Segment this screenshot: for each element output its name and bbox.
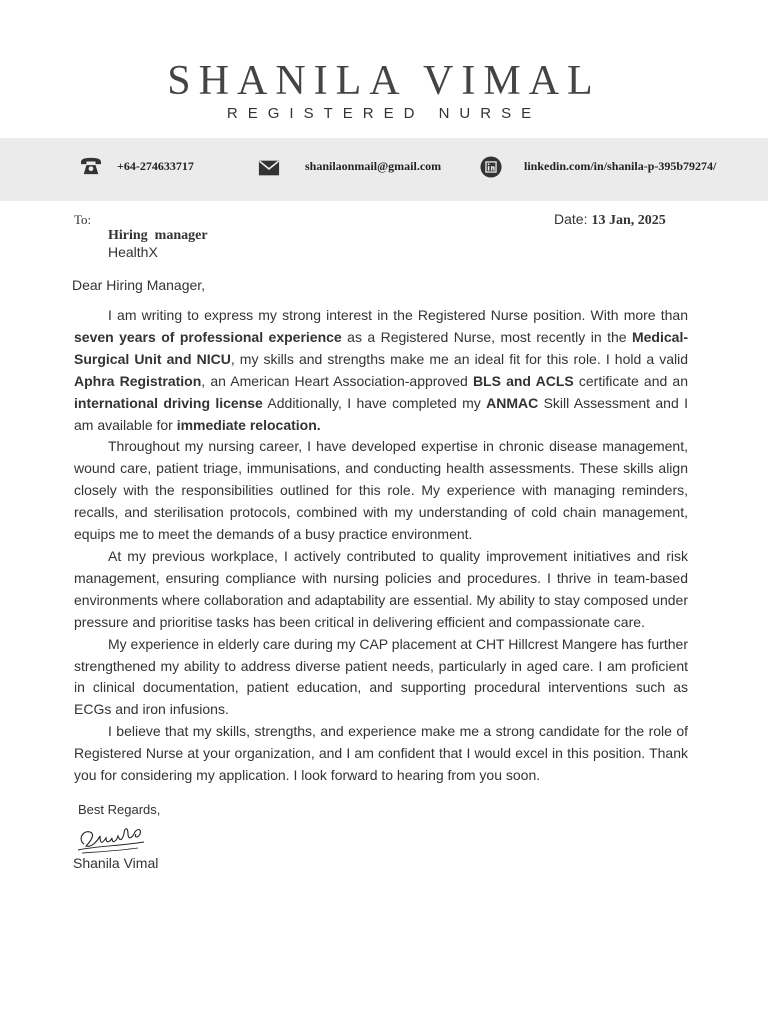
recipient-name: Hiring manager	[108, 228, 208, 243]
applicant-name: SHANILA VIMAL	[167, 58, 601, 104]
email-address[interactable]: shanilaonmail@gmail.com	[305, 159, 442, 173]
to-label: To:	[74, 212, 92, 227]
paragraph-expertise: Throughout my nursing career, I have developed expertise in chronic disease management, wound care, patient triage, immunisations, and conducting health assessments. These skills align closely with the responsibilities outlined for this role. My experience with managing reminders, recalls, and sterilisation protocols, combined with my understanding of cold chain management, equips me to meet the demands of a busy practice environment.	[74, 438, 688, 543]
applicant-title: REGISTERED NURSE	[226, 105, 542, 122]
email-icon	[258, 158, 280, 178]
paragraph-elderly-care: My experience in elderly care during my CAP placement at CHT Hillcrest Mangere has further strengthened my ability to address diverse patient needs, particularly in aged care. I am proficient in clinical documentation, patient education, and supporting procedural interventions such as ECGs and iron infusions.	[74, 635, 688, 718]
letter-body	[74, 305, 688, 787]
phone-icon	[80, 156, 102, 176]
letter-date	[554, 211, 666, 229]
paragraph-previous-workplace: At my previous workplace, I actively contributed to quality improvement initiatives and risk management, ensuring compliance with nursing policies and procedures. I thrive in team-based environments where collaboration and adaptability are essential. My ability to stay composed under pressure and prioritise tasks has been critical in delivering efficient and compassionate care.	[74, 547, 689, 630]
linkedin-url[interactable]: linkedin.com/in/shanila-p-395b79274/	[524, 159, 717, 173]
salutation: Dear Hiring Manager,	[72, 277, 206, 293]
paragraph-conclusion: I believe that my skills, strengths, and experience make me a strong candidate for the role of Registered Nurse at your organization, and I am confident that I would excel in this position. Thank you for considering my application. I look forward to hearing from you soon.	[74, 723, 688, 784]
signer-name: Shanila Vimal	[73, 855, 159, 871]
paragraph-intro: I am writing to express my strong interest in the Registered Nurse position. With more than seven years of professional experience as a Registered Nurse, most recently in the Medical-Surgical Unit and NICU, my skills and strengths make me an ideal fit for this role. I hold a valid Aphra Registration, an American Heart Association-approved BLS and ACLS certificate and an international driving license Additionally, I have completed my ANMAC Skill Assessment and I am available for immediate relocation.	[74, 307, 689, 433]
date-label: Date:	[554, 211, 588, 227]
contact-bar	[0, 138, 768, 201]
signature	[76, 822, 148, 856]
recipient-company: HealthX	[108, 244, 158, 260]
linkedin-icon	[480, 156, 502, 178]
phone-number[interactable]: +64-274633717	[117, 159, 194, 173]
closing: Best Regards,	[78, 802, 161, 817]
date-value: 13 Jan, 2025	[591, 213, 666, 228]
